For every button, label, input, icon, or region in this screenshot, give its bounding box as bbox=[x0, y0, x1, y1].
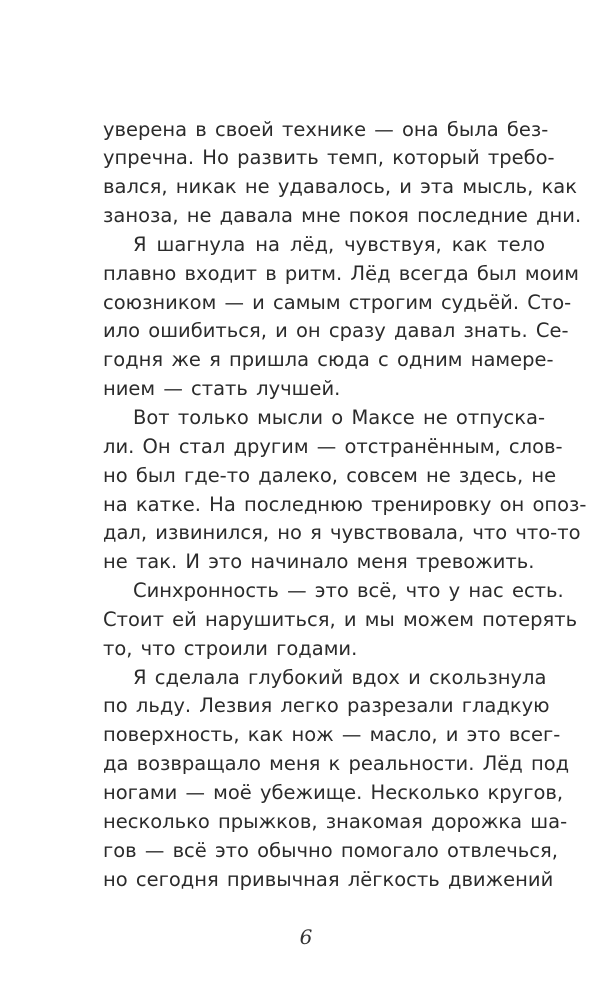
text-line: нием — стать лучшей. bbox=[103, 377, 341, 401]
text-line: плавно входит в ритм. Лёд всегда был моим bbox=[103, 261, 579, 285]
text-line: но сегодня привычная лёгкость движений bbox=[103, 867, 554, 891]
text-line: ногами — моё убежище. Несколько кругов, bbox=[103, 780, 564, 804]
text-line: уверена в своей технике — она была без- bbox=[103, 117, 549, 141]
page-number: 6 bbox=[299, 925, 313, 949]
text-line: несколько прыжков, знакомая дорожка ша- bbox=[103, 809, 568, 833]
text-line: гов — всё это обычно помогало отвлечься, bbox=[103, 838, 558, 862]
text-line: то, что строили годами. bbox=[103, 636, 358, 660]
text-line: но был где-то далеко, совсем не здесь, не bbox=[103, 463, 557, 487]
text-line: ли. Он стал другим — отстранённым, слов- bbox=[103, 434, 563, 458]
text-line: упречна. Но развить темп, который требо- bbox=[103, 146, 555, 170]
text-line: поверхность, как нож — масло, и это всег- bbox=[103, 723, 561, 747]
text-line: не так. И это начинало меня тревожить. bbox=[103, 550, 535, 574]
text-line: Стоит ей нарушиться, и мы можем потерять bbox=[103, 607, 578, 631]
text-line: на катке. На последнюю тренировку он опоз- bbox=[103, 492, 587, 516]
text-line: дал, извинился, но я чувствовала, что что-то bbox=[103, 521, 581, 545]
text-line: ило ошибиться, и он сразу давал знать. Се- bbox=[103, 319, 569, 343]
text-line: да возвращало меня к реальности. Лёд под bbox=[103, 752, 570, 776]
text-line: Я шагнула на лёд, чувствуя, как тело bbox=[133, 232, 545, 256]
text-line: годня же я пришла сюда с одним намере- bbox=[103, 348, 554, 372]
text-line: союзником — и самым строгим судьёй. Сто- bbox=[103, 290, 572, 314]
text-line: заноза, не давала мне покоя последние дни. bbox=[103, 204, 582, 228]
page-body-text bbox=[103, 116, 587, 895]
text-line: Синхронность — это всё, что у нас есть. bbox=[133, 579, 564, 603]
text-line: вался, никак не удавалось, и эта мысль, как bbox=[103, 175, 578, 199]
text-line: Вот только мысли о Максе не отпуска- bbox=[133, 406, 545, 429]
text-line: по льду. Лезвия легко разрезали гладкую bbox=[103, 694, 550, 718]
text-line: Я сделала глубокий вдох и скользнула bbox=[133, 665, 547, 689]
